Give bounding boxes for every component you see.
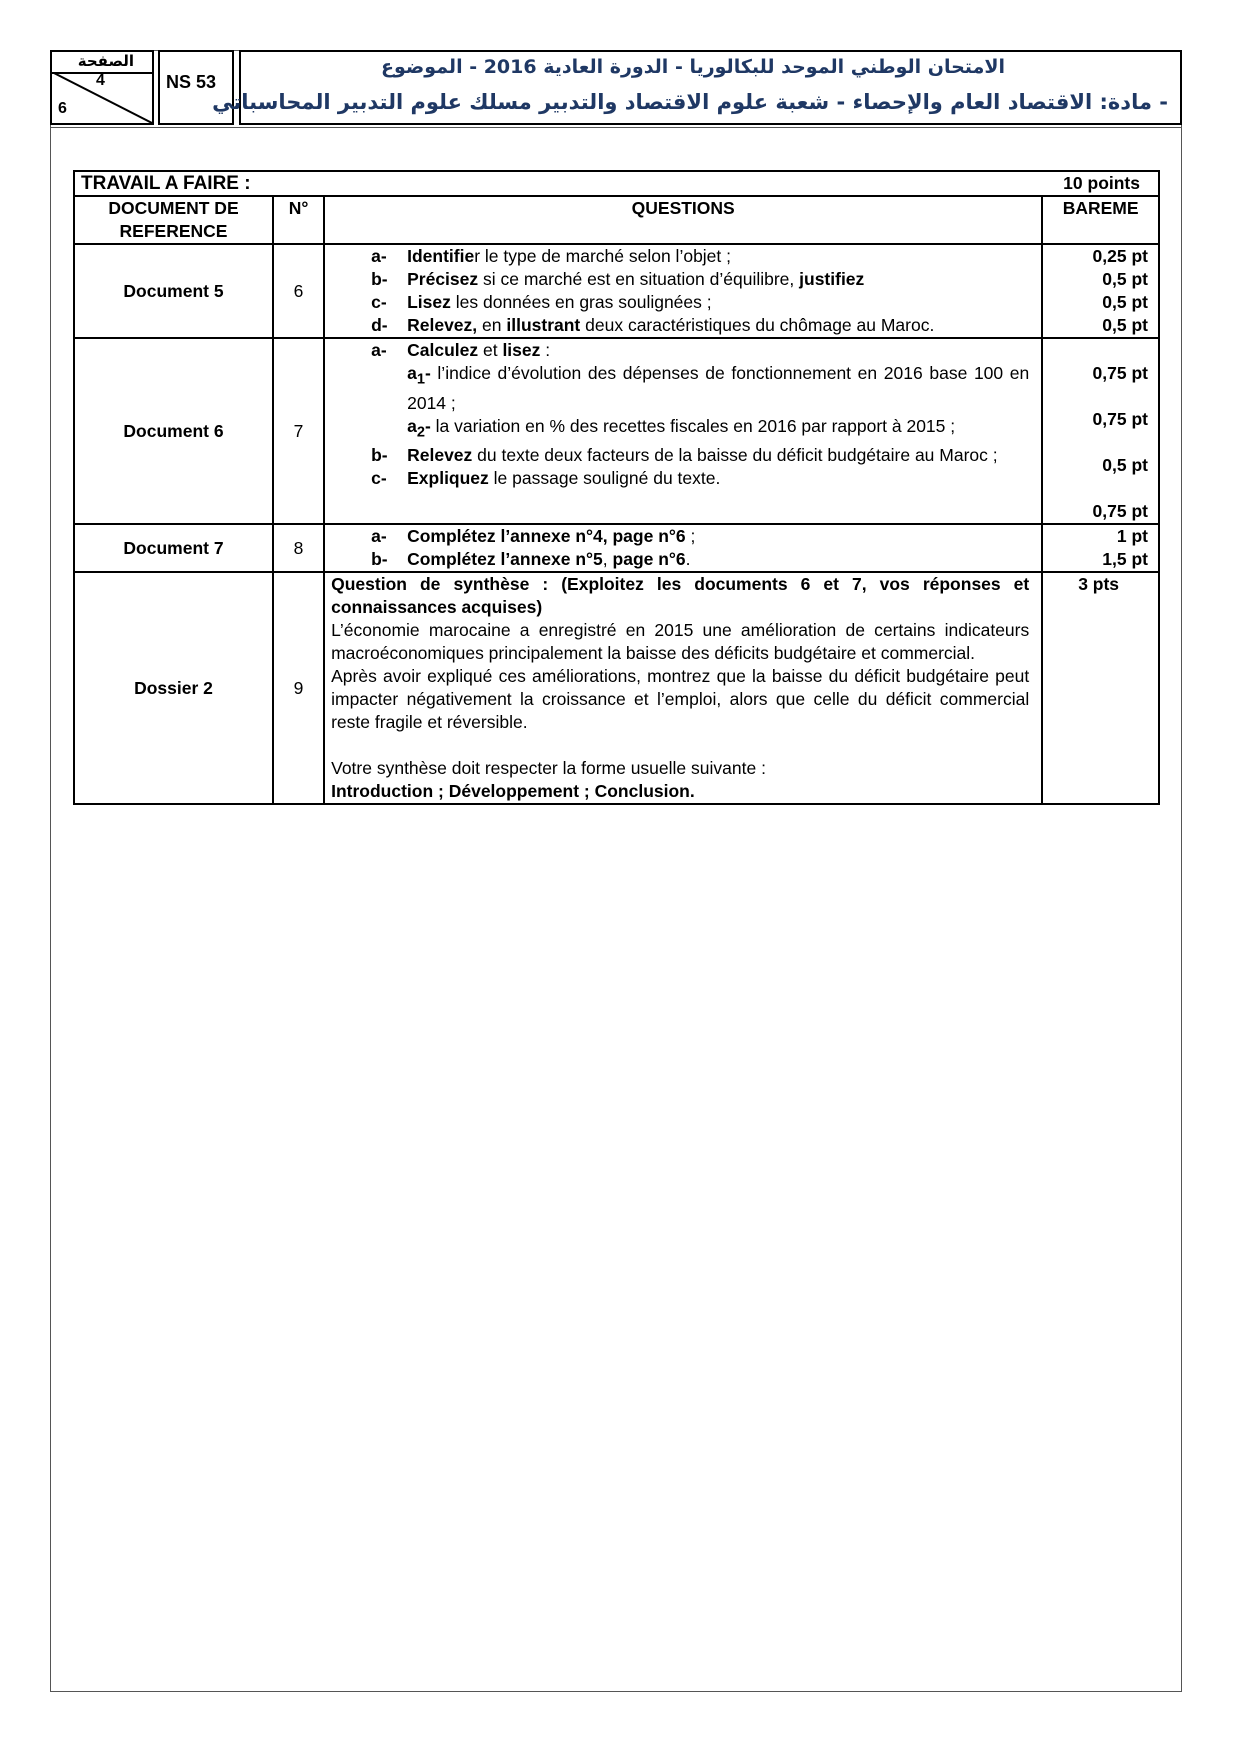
- header-questions: QUESTIONS: [324, 196, 1042, 244]
- exam-title-line1: الامتحان الوطني الموحد للبكالوريا - الدورة العادية 2016 - الموضوع: [381, 56, 1005, 78]
- header-bareme: BAREME: [1042, 196, 1159, 244]
- page-total: 6: [58, 100, 67, 117]
- exam-code: NS 53: [166, 72, 217, 92]
- question-list: a- Identifier le type de marché selon l’objet ; b- Précisez si ce marché est en situation d’équilibre, justifiez c- Lisez les données en gras soulignées ; d- Relevez, en illustrant deux caractéristiques du chômage au Maroc.: [324, 244, 1042, 338]
- table-row: [74, 524, 1159, 572]
- doc-ref: Dossier 2: [74, 572, 273, 804]
- question-number: 7: [273, 338, 324, 524]
- exam-header: [50, 50, 1182, 127]
- question-number: 9: [273, 572, 324, 804]
- bareme-cell: 3 pts: [1042, 572, 1159, 804]
- questions-table: [73, 170, 1160, 805]
- bareme-cell: 0,75 pt 0,75 pt 0,5 pt 0,75 pt: [1042, 338, 1159, 524]
- exam-title-line2: - مادة: الاقتصاد العام والإحصاء - شعبة علوم الاقتصاد والتدبير مسلك علوم التدبير المحاسباتي: [212, 90, 1168, 114]
- bareme-cell: 1 pt 1,5 pt: [1042, 524, 1159, 572]
- exam-title-box: [212, 50, 1182, 125]
- table-title: TRAVAIL A FAIRE :: [74, 171, 1042, 196]
- table-title-row: [74, 171, 1159, 196]
- question-list: a- Complétez l’annexe n°4, page n°6 ; b- Complétez l’annexe n°5, page n°6.: [324, 524, 1042, 572]
- question-number: 6: [273, 244, 324, 338]
- table-row: [74, 572, 1159, 804]
- page-label: الصفحة: [77, 52, 134, 70]
- table-row: [74, 338, 1159, 524]
- header-num: N°: [273, 196, 324, 244]
- total-points: 10 points: [1042, 171, 1159, 196]
- doc-ref: Document 6: [74, 338, 273, 524]
- synthesis-question: Question de synthèse : (Exploitez les documents 6 et 7, vos réponses et connaissances acquises) L’économie marocaine a enregistré en 2015 une amélioration de certains indicateurs macroéconomiques principalement la baisse des déficits budgétaire et commercial. Après avoir expliqué ces améliorations, montrez que la baisse du déficit budgétaire peut impacter négativement la croissance et l’emploi, alors que celle du déficit commercial reste fragile et réversible. Votre synthèse doit respecter la forme usuelle suivante : Introduction ; Développement ; Conclusion.: [324, 572, 1042, 804]
- page-number-box: [50, 50, 154, 125]
- header-document: DOCUMENT DE REFERENCE: [74, 196, 273, 244]
- question-list: a- Calculez et lisez : $a_1-$ l’indice d’évolution des dépenses de fonctionnement en 2016 base 100 en 2014 ; $a_2-$ la variation en % des recettes fiscales en 2016 par rapport à 2015 ; b- Relevez du texte deux facteurs de la baisse du déficit budgétaire au Maroc ; c- Expliquez le passage souligné du texte.: [324, 338, 1042, 524]
- bareme-cell: 0,25 pt 0,5 pt 0,5 pt 0,5 pt: [1042, 244, 1159, 338]
- question-number: 8: [273, 524, 324, 572]
- page-current: 4: [96, 72, 105, 89]
- table-header-row: [74, 196, 1159, 244]
- doc-ref: Document 5: [74, 244, 273, 338]
- table-row: [74, 244, 1159, 338]
- doc-ref: Document 7: [74, 524, 273, 572]
